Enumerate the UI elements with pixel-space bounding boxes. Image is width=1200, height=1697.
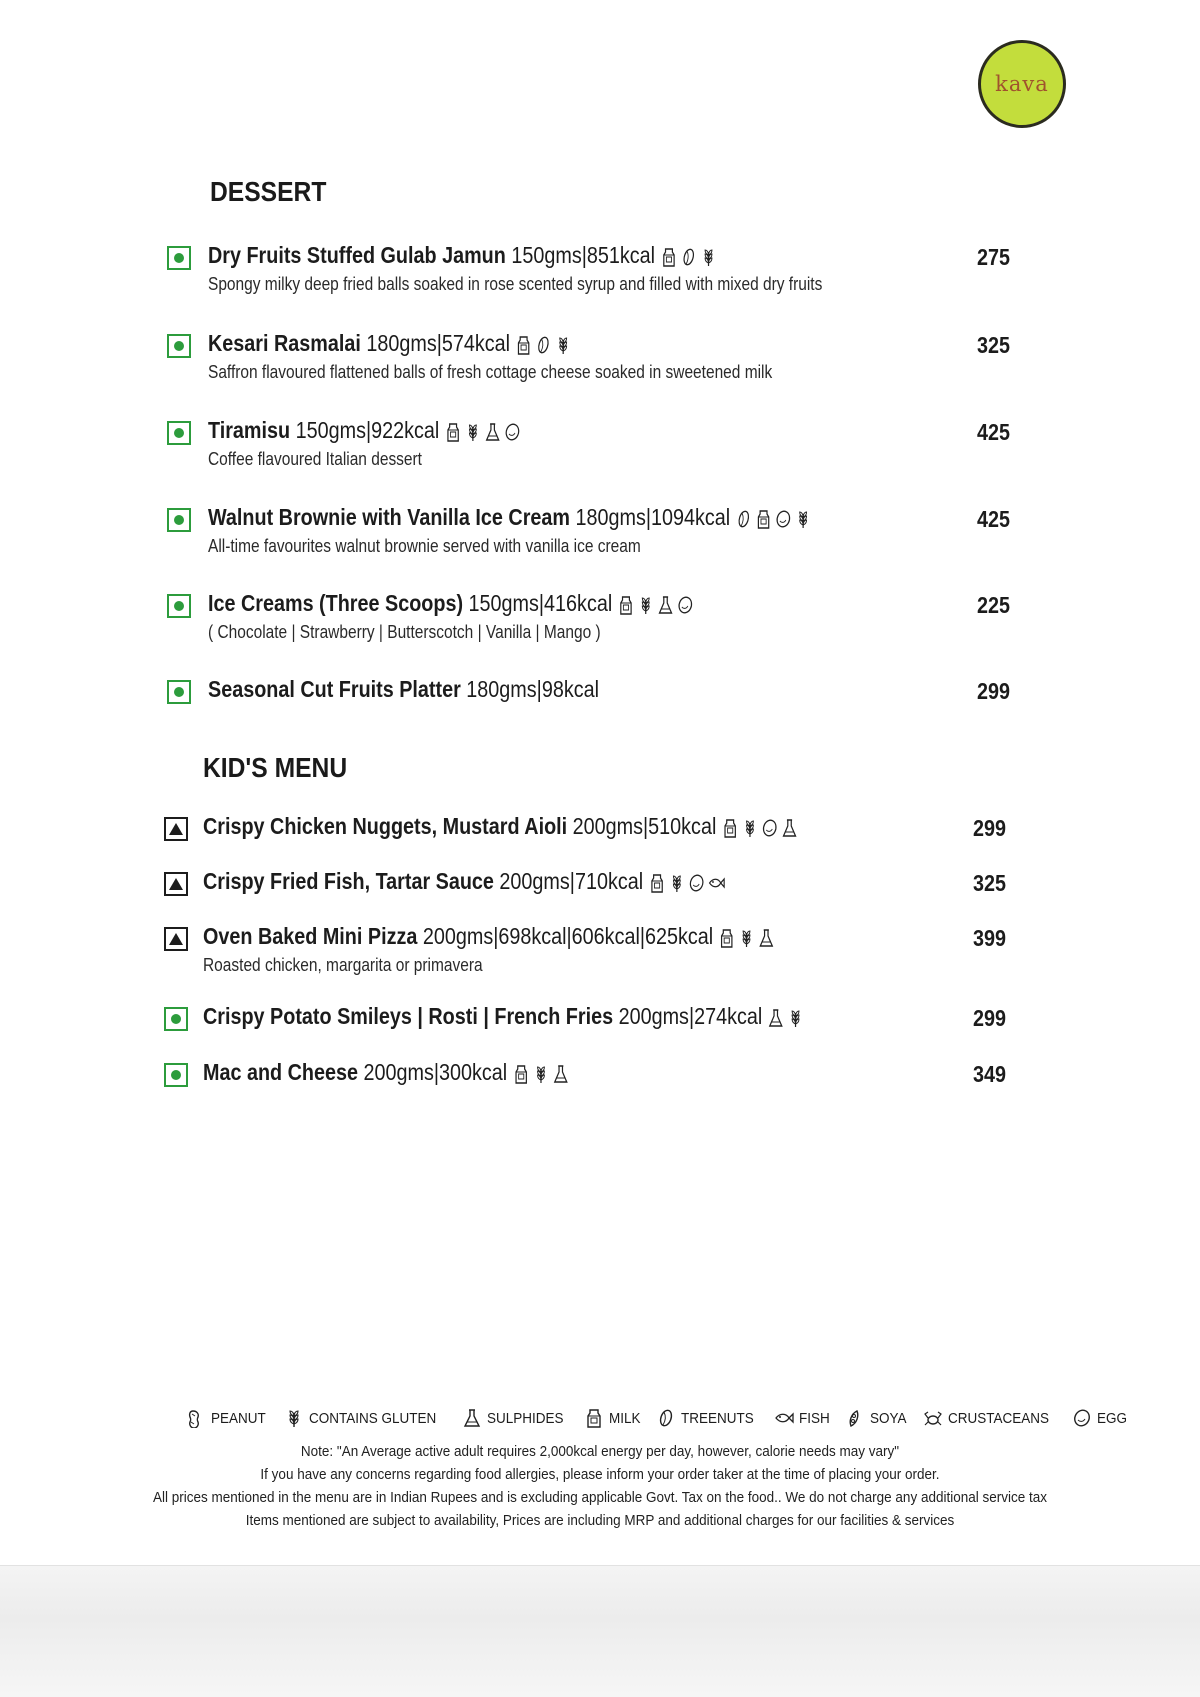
item-weight-calories: 200gms|300kcal (363, 1059, 508, 1085)
menu-item (0, 590, 1200, 654)
item-weight-calories: 180gms|98kcal (466, 676, 600, 702)
footer-note-line: All prices mentioned in the menu are in Indian Rupees and is excluding applicable Govt. Tax on the food.. We do not charge any additional service tax (152, 1489, 1048, 1506)
milk-icon (721, 818, 738, 838)
dot-icon (174, 601, 184, 611)
footer-note-line: Note: "An Average active adult requires 2,000kcal energy per day, however, calorie needs may vary" (300, 1443, 900, 1460)
item-weight-calories: 150gms|416kcal (468, 590, 613, 616)
gluten-icon (637, 595, 654, 615)
gluten-icon (741, 818, 758, 838)
veg-marker-icon (167, 421, 191, 445)
item-name: Mac and Cheese (203, 1059, 359, 1085)
footer-note-line: Items mentioned are subject to availability, Prices are including MRP and additional charges for our facilities & services (245, 1512, 955, 1529)
veg-marker-icon (167, 246, 191, 270)
veg-marker-icon (167, 594, 191, 618)
item-weight-calories: 200gms|698kcal|606kcal|625kcal (422, 923, 714, 949)
item-price: 325 (977, 332, 1011, 358)
item-allergen-icons (721, 818, 798, 838)
item-name: Oven Baked Mini Pizza (203, 923, 418, 949)
item-allergen-icons (617, 595, 694, 615)
item-name: Crispy Chicken Nuggets, Mustard Aioli (203, 813, 568, 839)
legend-item (845, 1408, 911, 1428)
soya-icon (845, 1408, 865, 1428)
item-allergen-icons (512, 1064, 569, 1084)
footer-note-line: If you have any concerns regarding food allergies, please inform your order taker at the time of placing your order. (260, 1466, 940, 1483)
dot-icon (174, 515, 184, 525)
treenuts-icon (535, 335, 552, 355)
section-title-dessert: DESSERT (210, 176, 327, 207)
sulphides-icon (484, 422, 501, 442)
item-title-line (203, 1003, 804, 1030)
milk-icon (444, 422, 461, 442)
milk-icon (515, 335, 532, 355)
gluten-icon (668, 873, 685, 893)
legend-item (656, 1408, 762, 1428)
item-weight-calories: 200gms|710kcal (499, 868, 644, 894)
legend-label: SULPHIDES (487, 1409, 564, 1427)
item-price: 299 (977, 678, 1011, 704)
item-title-line (203, 1059, 569, 1086)
legend-item (1072, 1408, 1130, 1428)
item-description: Coffee flavoured Italian dessert (208, 449, 422, 469)
milk-icon (755, 509, 772, 529)
legend-label: FISH (799, 1409, 830, 1427)
item-title-line (208, 590, 694, 617)
item-price: 325 (973, 870, 1007, 896)
item-title-line (208, 242, 717, 269)
egg-icon (677, 595, 694, 615)
item-allergen-icons (444, 422, 521, 442)
gluten-icon (795, 509, 812, 529)
item-title-line (203, 813, 798, 840)
egg-icon (775, 509, 792, 529)
legend-item (584, 1408, 644, 1428)
menu-item (0, 330, 1200, 394)
item-description: All-time favourites walnut brownie served with vanilla ice cream (208, 536, 641, 556)
item-allergen-icons (735, 509, 812, 529)
item-name: Ice Creams (Three Scoops) (208, 590, 464, 616)
logo-text: kava (995, 72, 1049, 96)
item-weight-calories: 150gms|922kcal (295, 417, 440, 443)
triangle-icon (169, 878, 183, 890)
legend-item (186, 1408, 272, 1428)
menu-item (0, 923, 1200, 987)
treenuts-icon (680, 247, 697, 267)
item-description: Spongy milky deep fried balls soaked in rose scented syrup and filled with mixed dry fruits (208, 274, 823, 294)
veg-marker-icon (167, 508, 191, 532)
item-description: Saffron flavoured flattened balls of fresh cottage cheese soaked in sweetened milk (208, 362, 773, 382)
egg-icon (504, 422, 521, 442)
item-description: ( Chocolate | Strawberry | Butterscotch | Vanilla | Mango ) (208, 622, 601, 642)
crustaceans-icon (923, 1408, 943, 1428)
item-name: Kesari Rasmalai (208, 330, 361, 356)
sulphides-icon (462, 1408, 482, 1428)
menu-item (0, 504, 1200, 568)
dot-icon (174, 253, 184, 263)
nonveg-marker-icon (164, 927, 188, 951)
gluten-icon (464, 422, 481, 442)
legend-label: EGG (1097, 1409, 1128, 1427)
legend-item (462, 1408, 572, 1428)
veg-marker-icon (164, 1007, 188, 1031)
item-title-line (203, 868, 725, 895)
item-title-line (203, 923, 775, 950)
legend-label: SOYA (870, 1409, 907, 1427)
allergen-legend (186, 1408, 1142, 1428)
egg-icon (761, 818, 778, 838)
gluten-icon (738, 928, 755, 948)
menu-item (0, 676, 1200, 740)
item-weight-calories: 200gms|274kcal (618, 1003, 763, 1029)
veg-marker-icon (167, 680, 191, 704)
item-weight-calories: 200gms|510kcal (572, 813, 717, 839)
item-description: Roasted chicken, margarita or primavera (203, 955, 483, 975)
menu-item (0, 417, 1200, 481)
legend-label: MILK (609, 1409, 641, 1427)
egg-icon (1072, 1408, 1092, 1428)
section-title-kids-menu: KID'S MENU (203, 752, 348, 783)
item-price: 299 (973, 815, 1007, 841)
sulphides-icon (767, 1008, 784, 1028)
treenuts-icon (656, 1408, 676, 1428)
milk-icon (648, 873, 665, 893)
menu-item (0, 242, 1200, 306)
triangle-icon (169, 823, 183, 835)
gluten-icon (532, 1064, 549, 1084)
item-weight-calories: 150gms|851kcal (511, 242, 656, 268)
legend-item (923, 1408, 1060, 1428)
fish-icon (774, 1408, 794, 1428)
item-name: Walnut Brownie with Vanilla Ice Cream (208, 504, 570, 530)
item-price: 425 (977, 506, 1011, 532)
item-price: 275 (977, 244, 1011, 270)
nonveg-marker-icon (164, 872, 188, 896)
item-name: Crispy Potato Smileys | Rosti | French Fries (203, 1003, 614, 1029)
kava-logo (978, 40, 1066, 128)
treenuts-icon (735, 509, 752, 529)
item-allergen-icons (660, 247, 717, 267)
item-price: 425 (977, 419, 1011, 445)
gluten-icon (284, 1408, 304, 1428)
fish-icon (708, 873, 725, 893)
item-weight-calories: 180gms|574kcal (366, 330, 511, 356)
item-price: 225 (977, 592, 1011, 618)
legend-label: CONTAINS GLUTEN (308, 1409, 437, 1427)
milk-icon (660, 247, 677, 267)
item-price: 349 (973, 1061, 1007, 1087)
item-allergen-icons (767, 1008, 804, 1028)
milk-icon (617, 595, 634, 615)
footer-notes (0, 1440, 1200, 1532)
gluten-icon (787, 1008, 804, 1028)
menu-item (0, 1003, 1200, 1067)
milk-icon (512, 1064, 529, 1084)
veg-marker-icon (167, 334, 191, 358)
item-allergen-icons (515, 335, 572, 355)
nonveg-marker-icon (164, 817, 188, 841)
dot-icon (171, 1014, 181, 1024)
triangle-icon (169, 933, 183, 945)
veg-marker-icon (164, 1063, 188, 1087)
legend-label: PEANUT (211, 1409, 266, 1427)
sulphides-icon (657, 595, 674, 615)
dot-icon (174, 428, 184, 438)
sulphides-icon (552, 1064, 569, 1084)
peanut-icon (186, 1408, 206, 1428)
gluten-icon (700, 247, 717, 267)
milk-icon (584, 1408, 604, 1428)
dot-icon (174, 341, 184, 351)
item-name: Seasonal Cut Fruits Platter (208, 676, 461, 702)
menu-item (0, 1059, 1200, 1123)
item-allergen-icons (648, 873, 725, 893)
page-bottom-edge (0, 1565, 1200, 1697)
legend-item (774, 1408, 833, 1428)
gluten-icon (555, 335, 572, 355)
item-title-line (208, 330, 572, 357)
sulphides-icon (781, 818, 798, 838)
legend-label: CRUSTACEANS (947, 1409, 1049, 1427)
milk-icon (718, 928, 735, 948)
item-price: 399 (973, 925, 1007, 951)
item-name: Crispy Fried Fish, Tartar Sauce (203, 868, 494, 894)
item-name: Tiramisu (208, 417, 291, 443)
item-name: Dry Fruits Stuffed Gulab Jamun (208, 242, 506, 268)
item-title-line (208, 504, 812, 531)
item-weight-calories: 180gms|1094kcal (575, 504, 731, 530)
item-title-line (208, 676, 599, 703)
dot-icon (174, 687, 184, 697)
legend-item (284, 1408, 450, 1428)
sulphides-icon (758, 928, 775, 948)
item-price: 299 (973, 1005, 1007, 1031)
legend-label: TREENUTS (681, 1409, 755, 1427)
dot-icon (171, 1070, 181, 1080)
egg-icon (688, 873, 705, 893)
item-allergen-icons (718, 928, 775, 948)
item-title-line (208, 417, 521, 444)
